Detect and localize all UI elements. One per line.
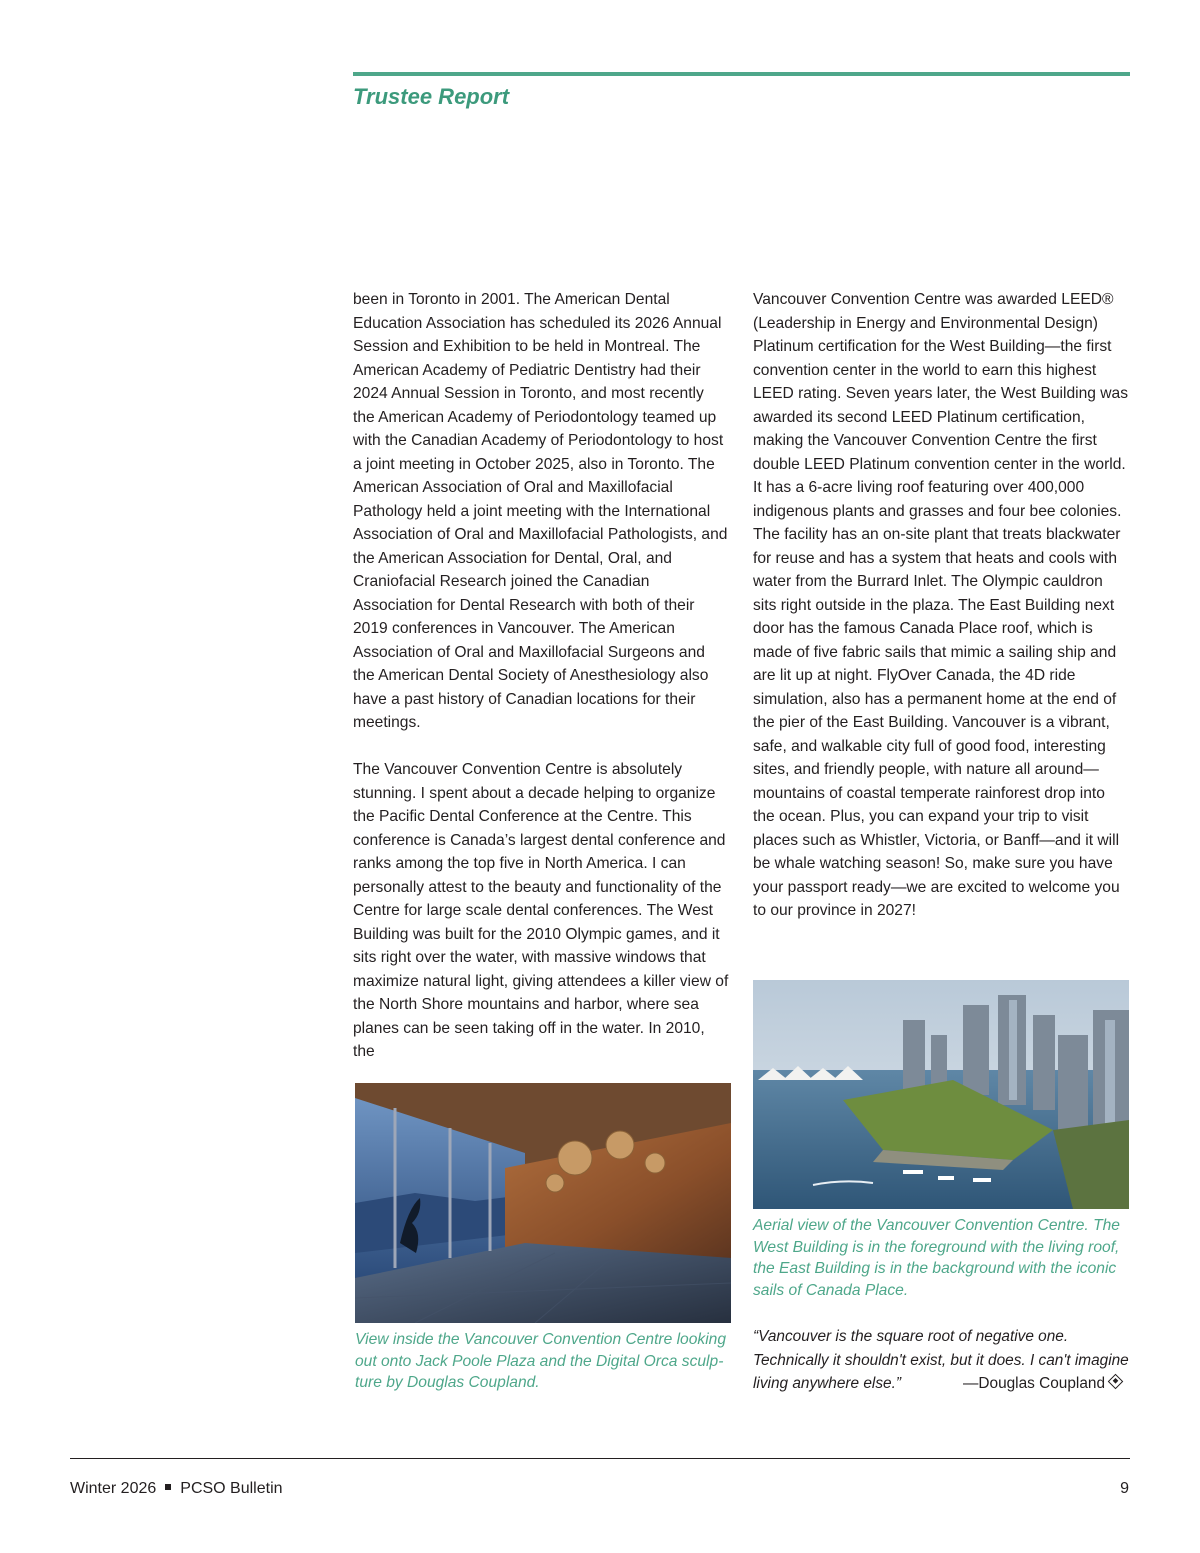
quote-attribution-text: —Douglas Coupland [963,1375,1106,1392]
page-number: 9 [1120,1480,1129,1497]
convention-centre-interior-photo [355,1083,731,1323]
aerial-photo-caption: Aerial view of the Vancouver Convention Centre. The West Building is in the foreground with the living roof, the East Building is in the background with the iconic sails of Canada Place. [753,1217,1120,1299]
interior-photo-caption: View inside the Vancouver Convention Centre looking out onto Jack Poole Plaza and the Digital Orca sculpture by Douglas Coupland. [355,1331,727,1391]
footer-issue: Winter 2026 [70,1480,157,1497]
footer-rule [70,1458,1130,1459]
quote-attribution [963,1372,1121,1396]
article-left-column [353,288,729,1064]
paragraph: been in Toronto in 2001. The American Dental Education Association has scheduled its 2026 Annual Session and Exhibition to be held in Montreal. The American Academy of Pediatric Dentistry had their 2024 Annual Session in Toronto, and most recently the American Academy of Periodontology teamed up with the Canadian Academy of Periodontology to host a joint meeting in October 2025, also in Toronto. The American Association of Oral and Maxillofacial Pathology held a joint meeting with the International Association of Oral and Maxillofacial Pathologists, and the American Association for Dental, Oral, and Craniofacial Research joined the Canadian Association for Dental Research with both of their 2019 conferences in Vancouver. The American Association of Oral and Maxillofacial Surgeons and the American Dental Society of Anesthesiology also have a past history of Canadian locations for their meetings. [353,291,728,731]
article-right-column [753,288,1129,923]
paragraph: Vancouver Convention Centre was awarded LEED® (Leadership in Energy and Environmental Design) Platinum certification for the West Building—the first convention center in the world to earn this highest LEED rating. Seven years later, the West Building was awarded its second LEED Platinum certification, making the Vancouver Convention Centre the first double LEED Platinum convention center in the world. It has a 6-acre living roof featuring over 400,000 indigenous plants and grasses and four bee colonies. The facility has an on-site plant that treats blackwater for reuse and has a system that heats and cools with water from the Burrard Inlet. The Olympic cauldron sits right outside in the plaza. The East Building next door has the famous Canada Place roof, which is made of five fabric sails that mimic a sailing ship and are lit up at night. FlyOver Canada, the 4D ride simulation, also has a permanent home at the end of the pier of the East Building. Vancouver is a vibrant, safe, and walkable city full of good food, interesting sites, and friendly people, with nature all around—mountains of coastal temperate rainforest drop into the ocean. Plus, you can expand your trip to visit places such as Whistler, Victoria, or Banff—and it will be whale watching season! So, make sure you have your passport ready—we are excited to welcome you to our province in 2027! [753,291,1129,919]
header-rule [353,72,1130,76]
footer-publication [70,1480,283,1498]
footer-publication-name: PCSO Bulletin [180,1480,283,1497]
convention-centre-aerial-photo [753,980,1129,1209]
pull-quote [753,1325,1133,1396]
footer-separator-icon [165,1484,171,1490]
section-title: Trustee Report [353,84,510,109]
quote-text: “Vancouver is the square root of negative one. Technically it shouldn't exist, but it does. I can't imagine living anywhere else.” [753,1328,1129,1392]
paragraph: The Vancouver Convention Centre is absolutely stunning. I spent about a decade helping to organize the Pacific Dental Conference at the Centre. This conference is Canada’s largest dental conference and ranks among the top five in North America. I can personally attest to the beauty and functionality of the Centre for large scale dental conferences. The West Building was built for the 2010 Olympic games, and it sits right over the water, with massive windows that maximize natural light, giving attendees a killer view of the North Shore mountains and harbor, where sea planes can be seen taking off in the water. In 2010, the [353,761,729,1060]
end-mark-icon [1108,1374,1124,1390]
